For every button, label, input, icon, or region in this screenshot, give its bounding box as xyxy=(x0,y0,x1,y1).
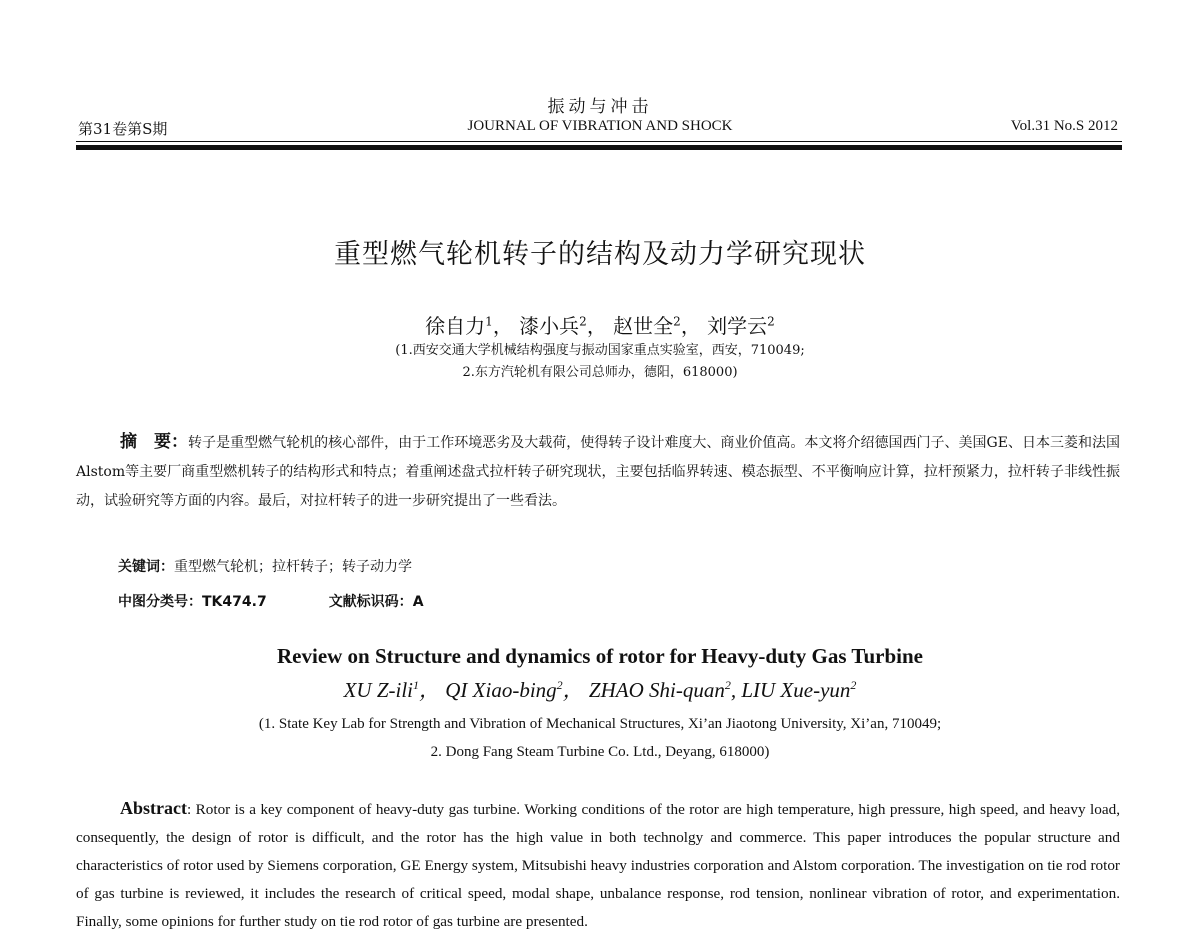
author-separator: ， xyxy=(419,678,441,702)
keywords xyxy=(118,556,412,576)
header-rule-thin xyxy=(76,141,1122,142)
affiliations-cn xyxy=(0,340,1200,384)
classification xyxy=(118,591,424,611)
abstract-cn-text: 转子是重型燃气轮机的核心部件，由于工作环境恶劣及大载荷，使得转子设计难度大、商业价值高。本文将介绍德国西门子、美国GE、日本三菱和法国Alstom等主要厂商重型燃机转子的结构形式和特点；着重阐述盘式拉杆转子研究现状，主要包括临界转速、模态振型、不平衡响应计算，拉杆预紧力，拉杆转子非线性振动，试验研究等方面的内容。最后，对拉杆转子的进一步研究提出了一些看法。 xyxy=(76,435,1121,509)
abstract-en xyxy=(76,794,1120,936)
abstract-cn-label: 摘 要： xyxy=(120,432,189,452)
author-affiliation-mark: 2 xyxy=(556,678,563,692)
author-separator: ， xyxy=(586,314,607,338)
author-separator: ， xyxy=(562,678,584,702)
author-name: 徐自力 xyxy=(425,314,486,338)
header-rule-thick xyxy=(76,145,1122,150)
author-separator: ， xyxy=(680,314,701,338)
author-affiliation-mark: 1 xyxy=(485,314,493,329)
author-name: 漆小兵 xyxy=(519,314,580,338)
author-name-en: QI Xiao-bing xyxy=(445,678,557,702)
author-affiliation-mark: 1 xyxy=(413,678,420,692)
affiliation-cn-1: (1.西安交通大学机械结构强度与振动国家重点实验室，西安，710049; xyxy=(395,343,805,358)
author-affiliation-mark: 2 xyxy=(579,314,587,329)
issue-number: 第31卷第S期 xyxy=(78,120,168,138)
affiliation-en-2: 2. Dong Fang Steam Turbine Co. Ltd., Deyang, 618000) xyxy=(430,744,770,760)
journal-name-cn: 振动与冲击 xyxy=(547,97,653,117)
author-name-en: LIU Xue-yun xyxy=(741,678,851,702)
class-label: 中图分类号： xyxy=(118,594,202,610)
author-affiliation-mark: 2 xyxy=(724,678,731,692)
keywords-label: 关键词： xyxy=(118,559,174,575)
paper-title-cn: 重型燃气轮机转子的结构及动力学研究现状 xyxy=(334,239,866,270)
author-name: 刘学云 xyxy=(707,314,768,338)
affiliation-cn-2: 2.东方汽轮机有限公司总师办，德阳，618000) xyxy=(462,365,738,380)
author-name-en: XU Z-ili xyxy=(343,678,414,702)
doc-code-value: A xyxy=(412,594,424,610)
author-name: 赵世全 xyxy=(613,314,674,338)
author-affiliation-mark: 2 xyxy=(850,678,857,692)
abstract-en-label: Abstract xyxy=(120,798,187,818)
author-name-en: ZHAO Shi-quan xyxy=(588,678,725,702)
author-affiliation-mark: 2 xyxy=(767,314,775,329)
affiliation-en-1: (1. State Key Lab for Strength and Vibration of Mechanical Structures, Xi’an Jiaotong University, Xi’an, 710049; xyxy=(258,716,942,732)
author-separator: ， xyxy=(492,314,513,338)
journal-name-en: JOURNAL OF VIBRATION AND SHOCK xyxy=(467,118,733,134)
volume-info: Vol.31 No.S 2012 xyxy=(1010,118,1118,134)
paper-title-en: Review on Structure and dynamics of rotor for Heavy-duty Gas Turbine xyxy=(277,644,923,668)
authors-en xyxy=(0,674,1200,704)
author-affiliation-mark: 2 xyxy=(673,314,681,329)
author-separator: , xyxy=(730,678,742,702)
abstract-en-text: : Rotor is a key component of heavy-duty gas turbine. Working conditions of the rotor are high temperature, high pressure, high speed, and heavy load, consequently, the design of rotor is difficult, and the rotor has the high value in both technolgy and commerce. This paper introduces the popular structure and characteristics of rotor used by Siemens corporation, GE Energy system, Mitsubishi heavy industries corporation and Alstom corporation. The investigation on tie rod rotor of gas turbine is reviewed, it includes the research of critical speed, modal shape, unbalance response, rod tension, nonlinear vibration of rotor, and experimentation. Finally, some opinions for further study on tie rod rotor of gas turbine are presented. xyxy=(76,801,1120,930)
keywords-text: 重型燃气轮机；拉杆转子；转子动力学 xyxy=(174,559,412,575)
doc-code-label: 文献标识码： xyxy=(328,594,413,610)
class-value: TK474.7 xyxy=(202,594,267,610)
authors-cn xyxy=(0,310,1200,339)
abstract-cn xyxy=(76,428,1120,516)
